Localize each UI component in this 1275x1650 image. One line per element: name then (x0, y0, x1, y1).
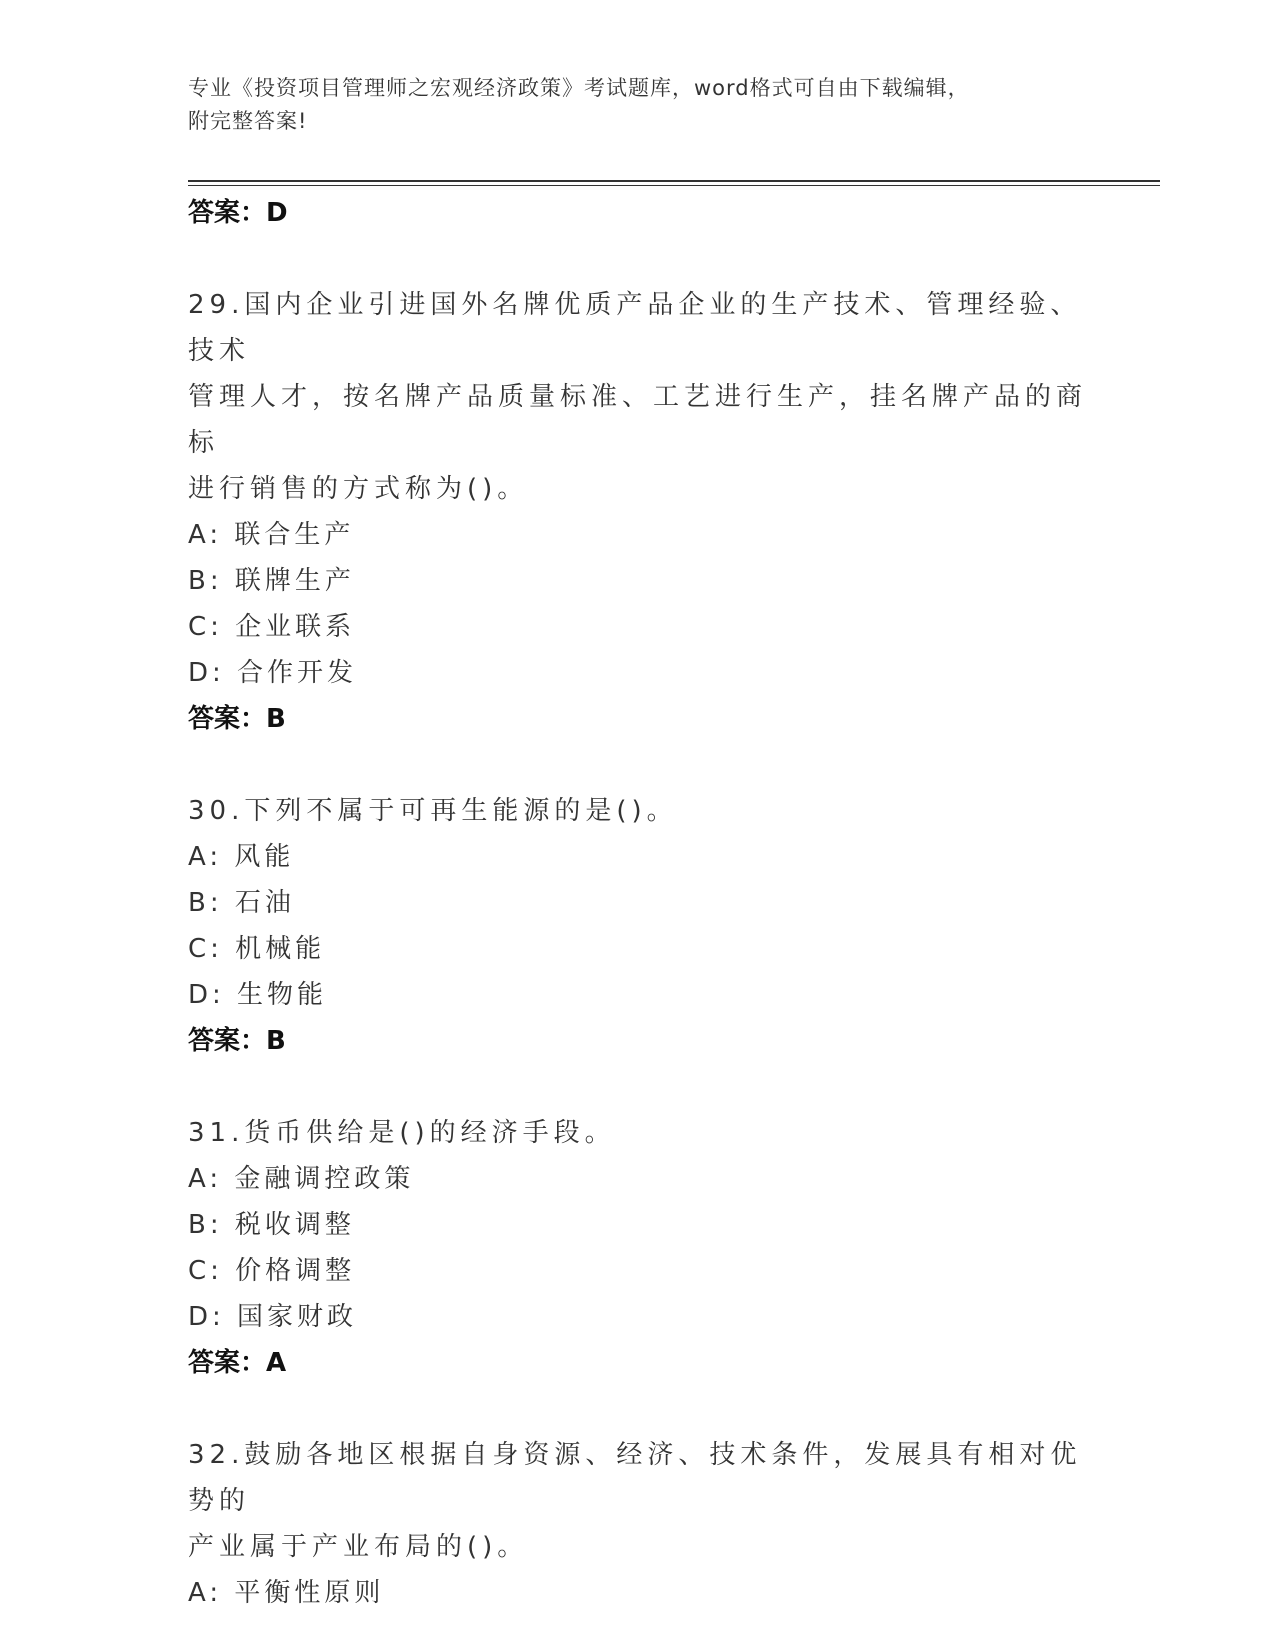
header-line: 附完整答案! (188, 109, 308, 133)
answer-line: 答案：D (188, 198, 288, 228)
option-b: B: 石油 (188, 888, 295, 918)
option-a: A: 风能 (188, 842, 295, 872)
option-d: D: 生物能 (188, 980, 328, 1010)
question-31 (188, 1110, 1088, 1386)
header-divider-thin (188, 185, 1160, 186)
option-c: C: 企业联系 (188, 612, 356, 642)
question-text: 产业属于产业布局的()。 (188, 1532, 529, 1562)
header-line: 专业《投资项目管理师之宏观经济政策》考试题库，word格式可自由下载编辑， (188, 76, 970, 100)
option-d: D: 合作开发 (188, 658, 358, 688)
document-header (188, 72, 1068, 138)
question-text: 31.货币供给是()的经济手段。 (188, 1118, 616, 1148)
option-c: C: 机械能 (188, 934, 326, 964)
option-b: B: 税收调整 (188, 1210, 355, 1240)
question-text: 进行销售的方式称为()。 (188, 474, 529, 504)
question-29 (188, 282, 1088, 742)
option-a: A: 平衡性原则 (188, 1578, 385, 1608)
option-a: A: 金融调控政策 (188, 1164, 415, 1194)
answer-line: 答案：B (188, 704, 286, 734)
question-text: 29.国内企业引进国外名牌优质产品企业的生产技术、管理经验、技术 (188, 290, 1082, 366)
option-d: D: 国家财政 (188, 1302, 358, 1332)
option-b: B: 联牌生产 (188, 566, 355, 596)
question-text: 32.鼓励各地区根据自身资源、经济、技术条件，发展具有相对优势的 (188, 1440, 1082, 1516)
question-32 (188, 1432, 1088, 1616)
option-a: A: 联合生产 (188, 520, 355, 550)
question-list (188, 190, 1088, 1616)
answer-line: 答案：A (188, 1348, 287, 1378)
option-c: C: 价格调整 (188, 1256, 356, 1286)
question-30 (188, 788, 1088, 1064)
header-divider (188, 180, 1160, 182)
answer-line: 答案：B (188, 1026, 286, 1056)
question-text: 管理人才，按名牌产品质量标准、工艺进行生产，挂名牌产品的商标 (188, 382, 1088, 458)
question-text: 30.下列不属于可再生能源的是()。 (188, 796, 678, 826)
